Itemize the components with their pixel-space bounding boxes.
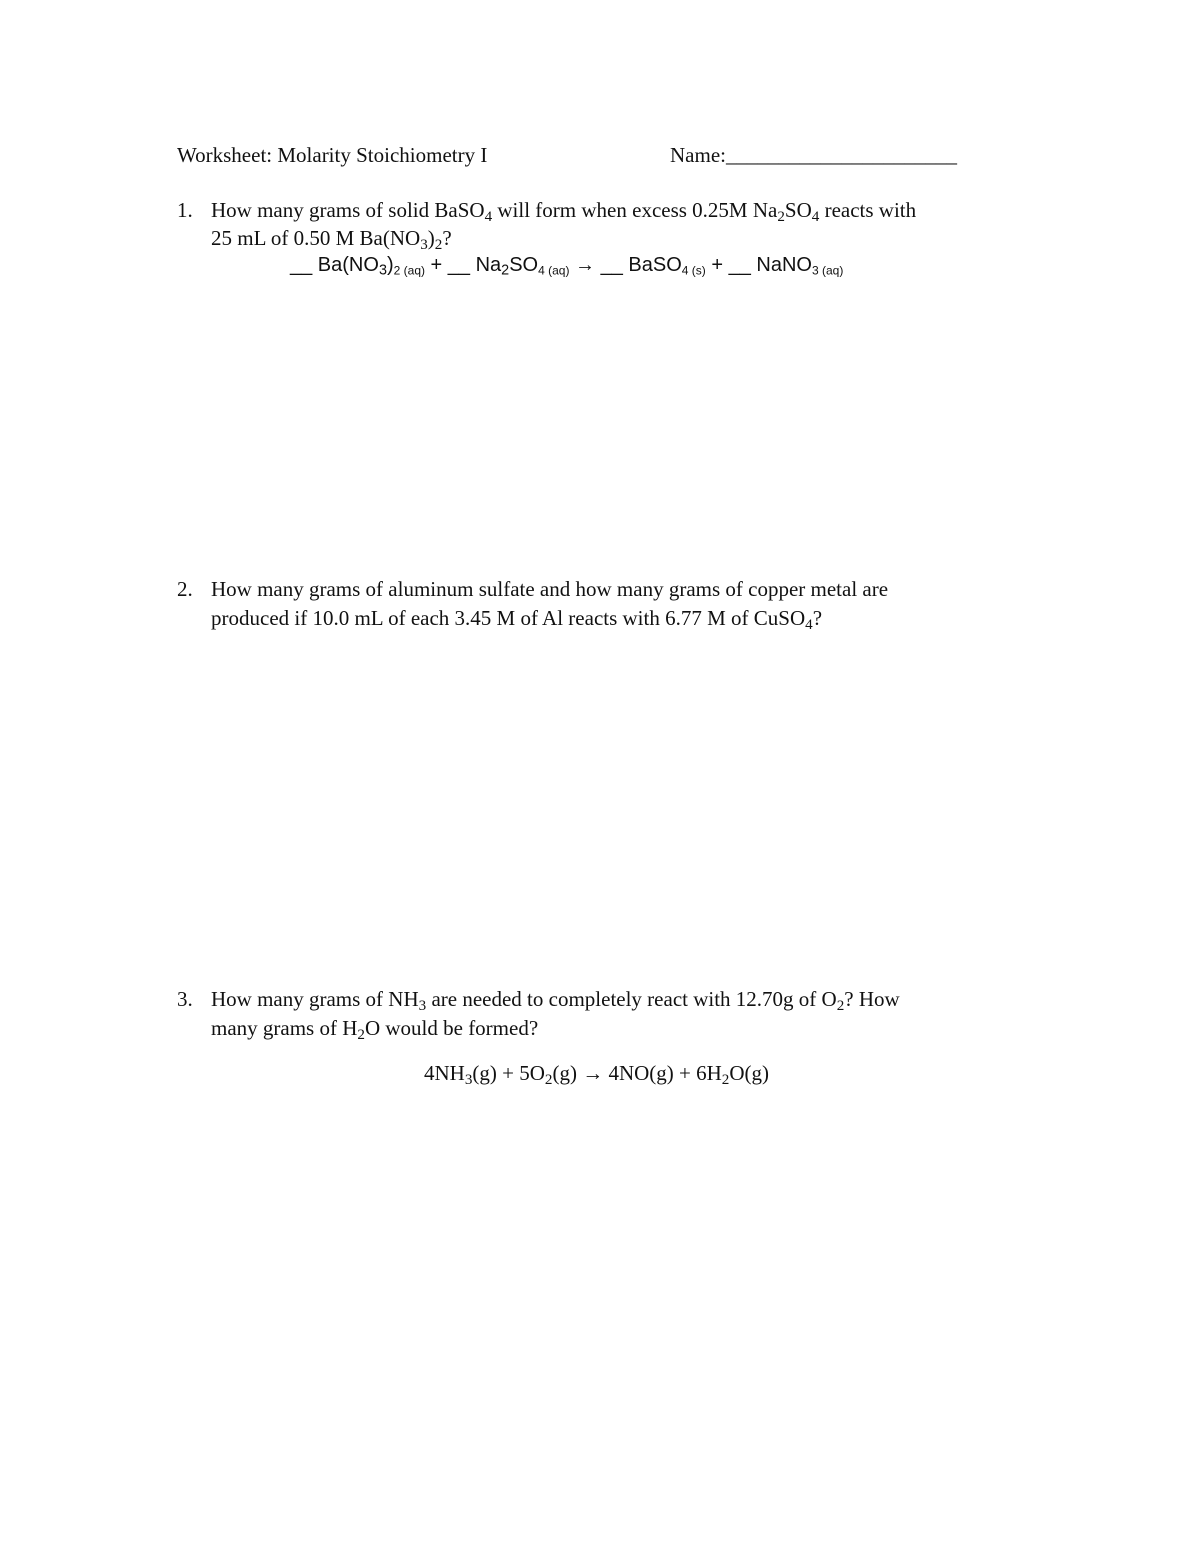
question-3-equation: $4NH_3(g) + 5O_2(g) \to 4NO(g) + 6H_2O(g)$ bbox=[424, 1061, 769, 1088]
reaction-arrow: → bbox=[569, 254, 601, 276]
question-2-line-1: How many grams of aluminum sulfate and how many grams of copper metal are bbox=[211, 577, 889, 601]
question-1-line-2: 25 mL of 0.50 M $Ba(NO_3)_2$? bbox=[211, 226, 452, 253]
name-field[interactable] bbox=[670, 143, 957, 168]
name-label: Name: bbox=[670, 143, 726, 167]
worksheet-title: Worksheet: Molarity Stoichiometry I bbox=[177, 143, 488, 167]
coefficient-blank[interactable]: __ bbox=[290, 254, 313, 276]
question-2-line-2: produced if 10.0 mL of each 3.45 M of Al reacts with 6.77 M of CuSO$_4$? bbox=[211, 606, 823, 633]
question-2-number: 2. bbox=[177, 577, 193, 601]
question-1-equation: __ $Ba(NO_3)2$ (aq) + __ $Na_2SO4$ (aq) → __ BaSO4 (s) + __ NaNO3 (aq) bbox=[290, 254, 844, 279]
name-blank[interactable]: ______________________ bbox=[725, 143, 957, 167]
coefficient-blank[interactable]: __ bbox=[600, 254, 623, 276]
question-1-number: 1. bbox=[177, 198, 193, 222]
question-3-line-2: many grams of $H_2O$ would be formed? bbox=[211, 1016, 539, 1043]
coefficient-blank[interactable]: __ bbox=[728, 254, 751, 276]
question-3-line-1: How many grams of $NH_3$ are needed to completely react with 12.70g of $O_2$? How bbox=[211, 987, 900, 1014]
question-1-line-1: How many grams of solid BaSO$_4$ will form when excess 0.25M $Na_2SO_4$ reacts with bbox=[211, 198, 917, 225]
question-3-number: 3. bbox=[177, 987, 193, 1011]
coefficient-blank[interactable]: __ bbox=[447, 254, 471, 276]
